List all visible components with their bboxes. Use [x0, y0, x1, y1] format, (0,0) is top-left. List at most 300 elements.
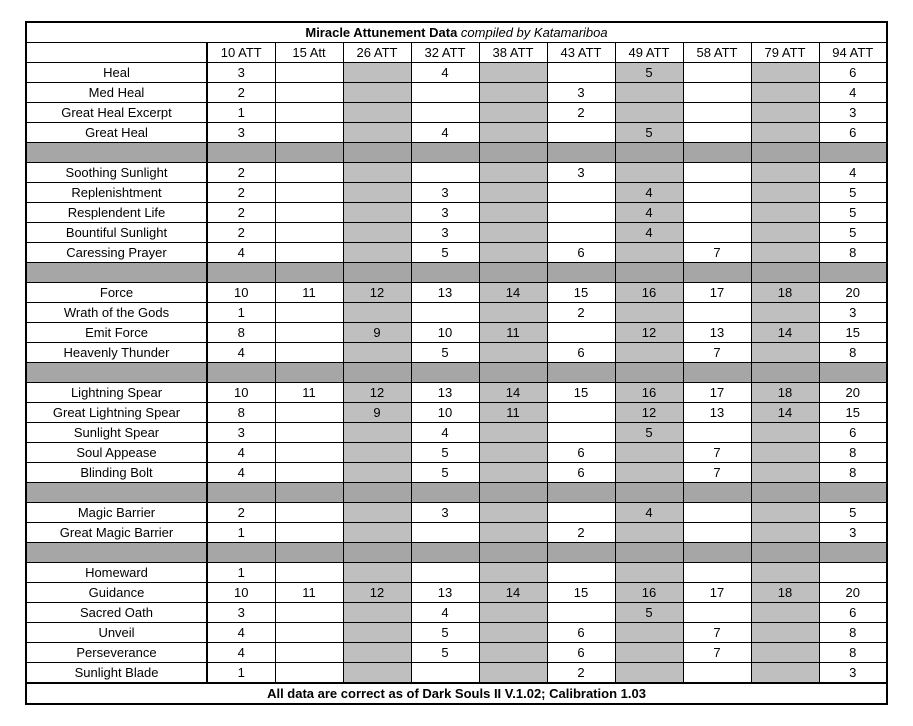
- slot-count-cell: [615, 443, 683, 463]
- slot-count-cell: [479, 163, 547, 183]
- slot-count-cell: [343, 203, 411, 223]
- slot-count-cell: 5: [411, 643, 479, 663]
- miracle-name: Perseverance: [26, 643, 207, 663]
- slot-count-cell: 10: [207, 583, 275, 603]
- miracle-name: Heavenly Thunder: [26, 343, 207, 363]
- separator-cell: [615, 363, 683, 383]
- miracle-name: Soul Appease: [26, 443, 207, 463]
- slot-count-cell: [751, 183, 819, 203]
- separator-cell: [547, 363, 615, 383]
- slot-count-cell: 8: [819, 343, 887, 363]
- separator-cell: [547, 263, 615, 283]
- slot-count-cell: 20: [819, 283, 887, 303]
- slot-count-cell: [275, 303, 343, 323]
- slot-count-cell: [275, 643, 343, 663]
- slot-count-cell: [343, 563, 411, 583]
- slot-count-cell: [275, 223, 343, 243]
- separator-cell: [26, 363, 207, 383]
- slot-count-cell: [547, 63, 615, 83]
- miracle-name: Force: [26, 283, 207, 303]
- column-header: 58 ATT: [683, 43, 751, 63]
- miracle-name: Magic Barrier: [26, 503, 207, 523]
- separator-cell: [343, 483, 411, 503]
- miracle-name: Bountiful Sunlight: [26, 223, 207, 243]
- slot-count-cell: 5: [615, 123, 683, 143]
- slot-count-cell: [547, 203, 615, 223]
- header-corner: [26, 43, 207, 63]
- slot-count-cell: 6: [547, 443, 615, 463]
- title-main: Miracle Attunement Data: [305, 25, 458, 40]
- slot-count-cell: 18: [751, 583, 819, 603]
- slot-count-cell: [751, 343, 819, 363]
- slot-count-cell: 8: [819, 243, 887, 263]
- table-row: [26, 223, 887, 243]
- slot-count-cell: 1: [207, 523, 275, 543]
- table-row: [26, 243, 887, 263]
- miracle-name: Emit Force: [26, 323, 207, 343]
- slot-count-cell: 7: [683, 243, 751, 263]
- slot-count-cell: [343, 623, 411, 643]
- separator-cell: [207, 483, 275, 503]
- slot-count-cell: [683, 103, 751, 123]
- slot-count-cell: [479, 463, 547, 483]
- slot-count-cell: 5: [411, 443, 479, 463]
- slot-count-cell: [683, 423, 751, 443]
- group-separator: [26, 143, 887, 163]
- slot-count-cell: 5: [615, 603, 683, 623]
- slot-count-cell: [343, 63, 411, 83]
- slot-count-cell: 15: [819, 323, 887, 343]
- separator-cell: [411, 483, 479, 503]
- slot-count-cell: [547, 563, 615, 583]
- slot-count-cell: [547, 503, 615, 523]
- table-row: [26, 443, 887, 463]
- miracle-name: Great Heal Excerpt: [26, 103, 207, 123]
- column-header: 79 ATT: [751, 43, 819, 63]
- slot-count-cell: [751, 103, 819, 123]
- slot-count-cell: 15: [819, 403, 887, 423]
- slot-count-cell: [275, 423, 343, 443]
- slot-count-cell: 13: [683, 323, 751, 343]
- separator-cell: [207, 263, 275, 283]
- slot-count-cell: 13: [411, 383, 479, 403]
- slot-count-cell: 3: [411, 503, 479, 523]
- slot-count-cell: 3: [819, 663, 887, 684]
- slot-count-cell: [411, 303, 479, 323]
- slot-count-cell: [615, 303, 683, 323]
- separator-cell: [343, 543, 411, 563]
- separator-cell: [683, 543, 751, 563]
- slot-count-cell: 14: [751, 403, 819, 423]
- slot-count-cell: [751, 663, 819, 684]
- separator-cell: [26, 543, 207, 563]
- slot-count-cell: [275, 343, 343, 363]
- slot-count-cell: 5: [411, 623, 479, 643]
- separator-cell: [819, 143, 887, 163]
- miracle-name: Great Heal: [26, 123, 207, 143]
- table-title: [26, 22, 887, 43]
- slot-count-cell: 6: [547, 463, 615, 483]
- slot-count-cell: [479, 103, 547, 123]
- slot-count-cell: [343, 423, 411, 443]
- separator-cell: [275, 143, 343, 163]
- separator-cell: [343, 143, 411, 163]
- table-body: [26, 63, 887, 684]
- slot-count-cell: 10: [411, 403, 479, 423]
- table-row: [26, 583, 887, 603]
- slot-count-cell: 3: [819, 303, 887, 323]
- slot-count-cell: 3: [819, 103, 887, 123]
- slot-count-cell: [479, 343, 547, 363]
- slot-count-cell: [343, 223, 411, 243]
- slot-count-cell: [343, 443, 411, 463]
- slot-count-cell: [479, 63, 547, 83]
- slot-count-cell: [343, 123, 411, 143]
- slot-count-cell: 12: [615, 403, 683, 423]
- slot-count-cell: 10: [411, 323, 479, 343]
- slot-count-cell: 6: [819, 123, 887, 143]
- slot-count-cell: [275, 183, 343, 203]
- slot-count-cell: 7: [683, 443, 751, 463]
- slot-count-cell: [751, 243, 819, 263]
- slot-count-cell: 5: [615, 63, 683, 83]
- table-row: [26, 203, 887, 223]
- slot-count-cell: [479, 123, 547, 143]
- slot-count-cell: 11: [479, 323, 547, 343]
- slot-count-cell: [479, 563, 547, 583]
- slot-count-cell: 17: [683, 583, 751, 603]
- slot-count-cell: [411, 163, 479, 183]
- slot-count-cell: [411, 563, 479, 583]
- slot-count-cell: 4: [411, 603, 479, 623]
- slot-count-cell: [683, 163, 751, 183]
- table-row: [26, 343, 887, 363]
- slot-count-cell: [275, 83, 343, 103]
- slot-count-cell: 5: [819, 203, 887, 223]
- slot-count-cell: [615, 623, 683, 643]
- slot-count-cell: 4: [207, 443, 275, 463]
- slot-count-cell: 5: [411, 343, 479, 363]
- separator-cell: [207, 543, 275, 563]
- separator-cell: [547, 483, 615, 503]
- slot-count-cell: 3: [819, 523, 887, 543]
- slot-count-cell: [615, 103, 683, 123]
- slot-count-cell: 11: [275, 583, 343, 603]
- slot-count-cell: 2: [207, 163, 275, 183]
- separator-cell: [411, 143, 479, 163]
- separator-cell: [343, 263, 411, 283]
- slot-count-cell: 6: [819, 423, 887, 443]
- table-row: [26, 323, 887, 343]
- slot-count-cell: [343, 183, 411, 203]
- slot-count-cell: [547, 183, 615, 203]
- slot-count-cell: [479, 443, 547, 463]
- slot-count-cell: 4: [819, 83, 887, 103]
- slot-count-cell: [683, 603, 751, 623]
- column-header: 38 ATT: [479, 43, 547, 63]
- slot-count-cell: 3: [411, 203, 479, 223]
- slot-count-cell: 3: [411, 183, 479, 203]
- slot-count-cell: [683, 523, 751, 543]
- slot-count-cell: [683, 183, 751, 203]
- slot-count-cell: [683, 83, 751, 103]
- slot-count-cell: 14: [479, 283, 547, 303]
- slot-count-cell: 4: [411, 123, 479, 143]
- slot-count-cell: [751, 523, 819, 543]
- separator-cell: [479, 143, 547, 163]
- table-row: [26, 123, 887, 143]
- slot-count-cell: 1: [207, 663, 275, 684]
- column-header: 94 ATT: [819, 43, 887, 63]
- slot-count-cell: 14: [479, 383, 547, 403]
- slot-count-cell: [275, 523, 343, 543]
- slot-count-cell: [411, 523, 479, 543]
- slot-count-cell: [275, 503, 343, 523]
- miracle-name: Heal: [26, 63, 207, 83]
- miracle-name: Sunlight Spear: [26, 423, 207, 443]
- slot-count-cell: 2: [207, 83, 275, 103]
- table-row: [26, 283, 887, 303]
- slot-count-cell: [683, 123, 751, 143]
- slot-count-cell: [343, 643, 411, 663]
- separator-cell: [275, 543, 343, 563]
- separator-cell: [275, 483, 343, 503]
- slot-count-cell: 8: [819, 643, 887, 663]
- slot-count-cell: [683, 563, 751, 583]
- separator-cell: [479, 363, 547, 383]
- slot-count-cell: 15: [547, 583, 615, 603]
- slot-count-cell: 2: [207, 223, 275, 243]
- slot-count-cell: [479, 203, 547, 223]
- table-row: [26, 183, 887, 203]
- slot-count-cell: 7: [683, 623, 751, 643]
- miracle-name: Blinding Bolt: [26, 463, 207, 483]
- slot-count-cell: [751, 603, 819, 623]
- slot-count-cell: 12: [343, 583, 411, 603]
- separator-cell: [683, 363, 751, 383]
- separator-cell: [411, 263, 479, 283]
- separator-cell: [751, 483, 819, 503]
- slot-count-cell: 15: [547, 283, 615, 303]
- slot-count-cell: 7: [683, 643, 751, 663]
- separator-cell: [819, 263, 887, 283]
- slot-count-cell: [275, 403, 343, 423]
- slot-count-cell: [751, 463, 819, 483]
- slot-count-cell: [275, 323, 343, 343]
- separator-cell: [479, 263, 547, 283]
- slot-count-cell: 8: [819, 463, 887, 483]
- slot-count-cell: [751, 563, 819, 583]
- slot-count-cell: [343, 83, 411, 103]
- slot-count-cell: [615, 523, 683, 543]
- miracle-name: Wrath of the Gods: [26, 303, 207, 323]
- slot-count-cell: 4: [615, 223, 683, 243]
- slot-count-cell: 2: [547, 303, 615, 323]
- slot-count-cell: 9: [343, 403, 411, 423]
- separator-cell: [479, 543, 547, 563]
- slot-count-cell: [275, 243, 343, 263]
- separator-cell: [751, 363, 819, 383]
- slot-count-cell: 2: [207, 203, 275, 223]
- slot-count-cell: 4: [411, 423, 479, 443]
- separator-cell: [751, 143, 819, 163]
- slot-count-cell: [615, 563, 683, 583]
- slot-count-cell: 4: [207, 643, 275, 663]
- slot-count-cell: [275, 463, 343, 483]
- separator-cell: [683, 263, 751, 283]
- slot-count-cell: [275, 443, 343, 463]
- table-row: [26, 463, 887, 483]
- slot-count-cell: [275, 603, 343, 623]
- separator-cell: [343, 363, 411, 383]
- slot-count-cell: 16: [615, 283, 683, 303]
- miracle-name: Great Lightning Spear: [26, 403, 207, 423]
- slot-count-cell: [479, 243, 547, 263]
- slot-count-cell: [683, 663, 751, 684]
- slot-count-cell: [751, 623, 819, 643]
- slot-count-cell: 4: [411, 63, 479, 83]
- slot-count-cell: 8: [207, 323, 275, 343]
- separator-cell: [479, 483, 547, 503]
- table-row: [26, 83, 887, 103]
- slot-count-cell: [275, 63, 343, 83]
- slot-count-cell: 12: [615, 323, 683, 343]
- slot-count-cell: 5: [819, 223, 887, 243]
- slot-count-cell: 5: [411, 463, 479, 483]
- slot-count-cell: 14: [479, 583, 547, 603]
- slot-count-cell: 17: [683, 283, 751, 303]
- slot-count-cell: 16: [615, 383, 683, 403]
- slot-count-cell: [275, 123, 343, 143]
- slot-count-cell: [615, 643, 683, 663]
- column-header: 15 Att: [275, 43, 343, 63]
- miracle-name: Unveil: [26, 623, 207, 643]
- slot-count-cell: [411, 103, 479, 123]
- slot-count-cell: [343, 603, 411, 623]
- miracle-name: Caressing Prayer: [26, 243, 207, 263]
- miracle-name: Sunlight Blade: [26, 663, 207, 684]
- separator-cell: [615, 263, 683, 283]
- miracle-name: Med Heal: [26, 83, 207, 103]
- separator-cell: [26, 143, 207, 163]
- group-separator: [26, 483, 887, 503]
- slot-count-cell: [479, 603, 547, 623]
- group-separator: [26, 543, 887, 563]
- slot-count-cell: 4: [819, 163, 887, 183]
- slot-count-cell: 18: [751, 283, 819, 303]
- separator-cell: [275, 363, 343, 383]
- table-row: [26, 563, 887, 583]
- table-row: [26, 403, 887, 423]
- slot-count-cell: 6: [547, 343, 615, 363]
- slot-count-cell: [275, 163, 343, 183]
- slot-count-cell: 3: [207, 123, 275, 143]
- slot-count-cell: 7: [683, 343, 751, 363]
- slot-count-cell: [615, 663, 683, 684]
- miracle-name: Soothing Sunlight: [26, 163, 207, 183]
- slot-count-cell: [343, 103, 411, 123]
- separator-cell: [819, 543, 887, 563]
- table-row: [26, 503, 887, 523]
- group-separator: [26, 263, 887, 283]
- slot-count-cell: 1: [207, 303, 275, 323]
- slot-count-cell: 8: [207, 403, 275, 423]
- slot-count-cell: 2: [547, 523, 615, 543]
- slot-count-cell: 7: [683, 463, 751, 483]
- table-row: [26, 523, 887, 543]
- slot-count-cell: [547, 403, 615, 423]
- slot-count-cell: [479, 83, 547, 103]
- slot-count-cell: [343, 523, 411, 543]
- slot-count-cell: [479, 423, 547, 443]
- slot-count-cell: [343, 663, 411, 684]
- slot-count-cell: 1: [207, 103, 275, 123]
- slot-count-cell: [479, 523, 547, 543]
- slot-count-cell: [547, 423, 615, 443]
- separator-cell: [207, 363, 275, 383]
- separator-cell: [275, 263, 343, 283]
- miracle-name: Great Magic Barrier: [26, 523, 207, 543]
- group-separator: [26, 363, 887, 383]
- slot-count-cell: [615, 83, 683, 103]
- slot-count-cell: 6: [819, 603, 887, 623]
- separator-cell: [615, 543, 683, 563]
- table-row: [26, 103, 887, 123]
- slot-count-cell: [751, 83, 819, 103]
- slot-count-cell: 16: [615, 583, 683, 603]
- table-row: [26, 623, 887, 643]
- slot-count-cell: 5: [411, 243, 479, 263]
- column-header-row: [26, 43, 887, 63]
- slot-count-cell: 5: [819, 183, 887, 203]
- miracle-attunement-table: [25, 21, 888, 705]
- slot-count-cell: 1: [207, 563, 275, 583]
- slot-count-cell: 9: [343, 323, 411, 343]
- slot-count-cell: [683, 223, 751, 243]
- table-row: [26, 303, 887, 323]
- slot-count-cell: 6: [547, 243, 615, 263]
- slot-count-cell: [683, 63, 751, 83]
- slot-count-cell: [751, 503, 819, 523]
- slot-count-cell: [751, 643, 819, 663]
- separator-cell: [547, 143, 615, 163]
- table-row: [26, 423, 887, 443]
- slot-count-cell: 4: [207, 243, 275, 263]
- slot-count-cell: 3: [547, 83, 615, 103]
- slot-count-cell: 8: [819, 623, 887, 643]
- slot-count-cell: [683, 203, 751, 223]
- table-footer: All data are correct as of Dark Souls II V.1.02; Calibration 1.03: [26, 683, 887, 704]
- slot-count-cell: 4: [207, 623, 275, 643]
- slot-count-cell: [411, 663, 479, 684]
- slot-count-cell: 13: [411, 283, 479, 303]
- slot-count-cell: 5: [819, 503, 887, 523]
- slot-count-cell: 2: [207, 183, 275, 203]
- slot-count-cell: 20: [819, 383, 887, 403]
- column-header: 26 ATT: [343, 43, 411, 63]
- slot-count-cell: 3: [547, 163, 615, 183]
- slot-count-cell: 6: [547, 623, 615, 643]
- slot-count-cell: 2: [547, 663, 615, 684]
- separator-cell: [411, 543, 479, 563]
- slot-count-cell: [479, 183, 547, 203]
- slot-count-cell: [343, 463, 411, 483]
- slot-count-cell: 2: [207, 503, 275, 523]
- miracle-name: Resplendent Life: [26, 203, 207, 223]
- separator-cell: [751, 543, 819, 563]
- slot-count-cell: 14: [751, 323, 819, 343]
- slot-count-cell: 4: [207, 463, 275, 483]
